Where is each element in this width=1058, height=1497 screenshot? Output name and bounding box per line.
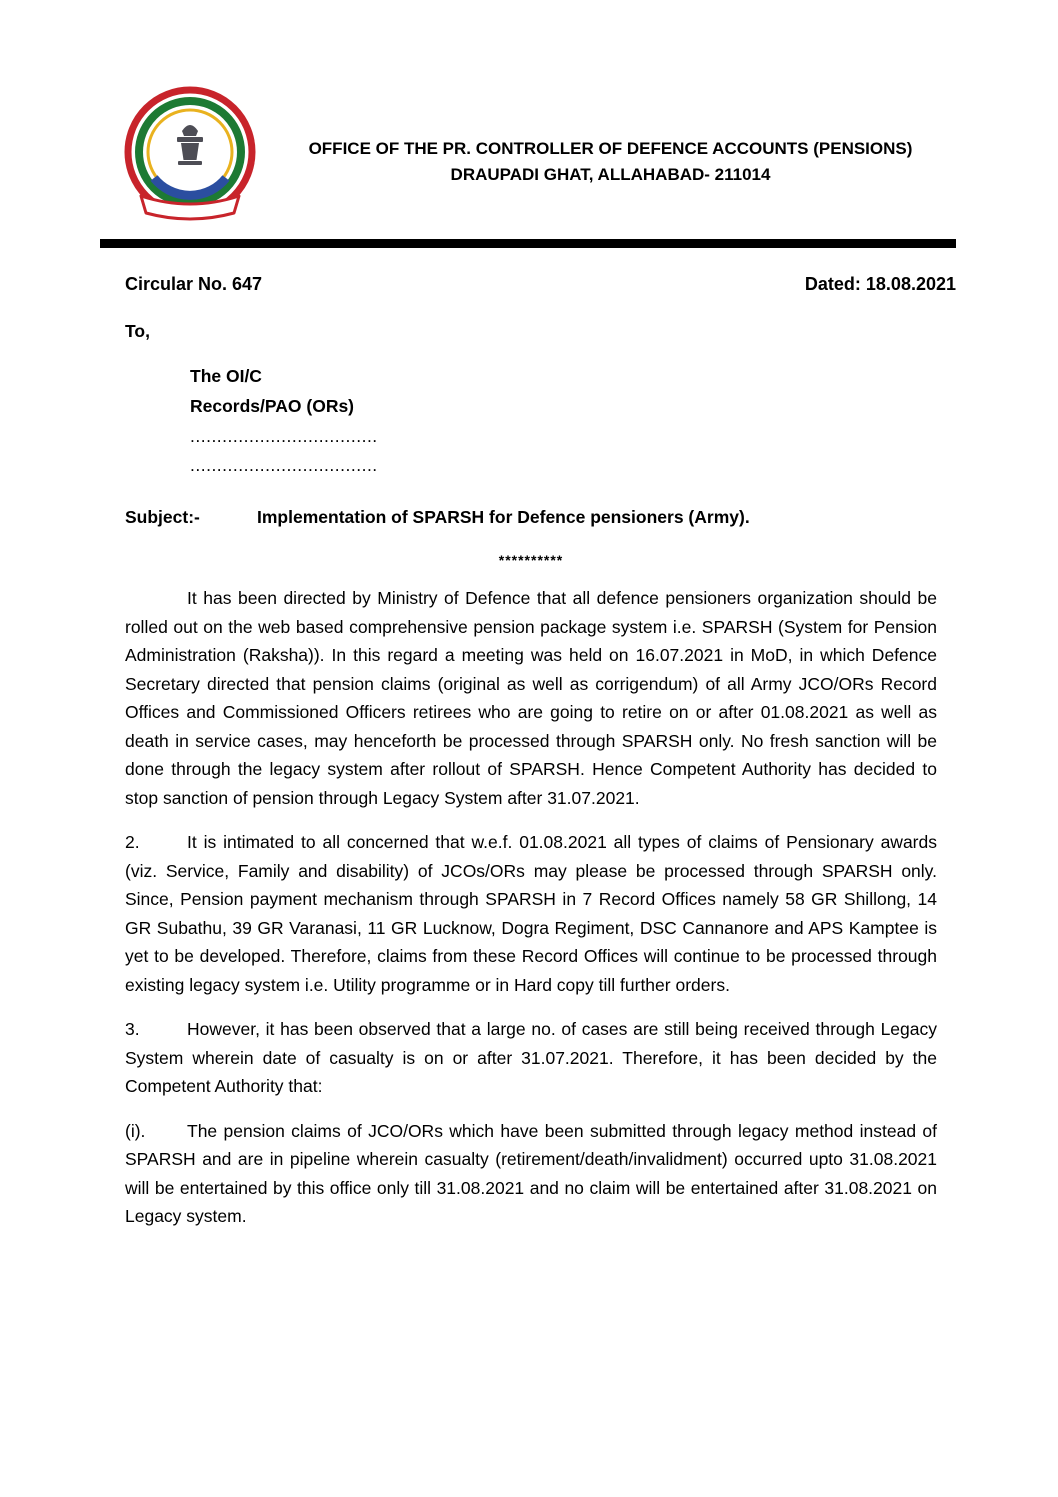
paragraph-number: 2. (125, 832, 140, 853)
paragraph-text: The pension claims of JCO/ORs which have been submitted through legacy method instead of SPARSH and are in pipeline wherein casualty (retirement/death/invalidment) occurred upto 31.08.2021 will be entertained by this office only till 31.08.2021 and no claim will be entertained after 31.08.2021 on Legacy system. (125, 1120, 937, 1227)
paragraph-text: However, it has been observed that a large no. of cases are still being received through Legacy System wherein date of casualty is on or after 31.07.2021. Therefore, it has been decided by the Competent Authority that: (125, 1019, 937, 1097)
paragraph-number: 3. (125, 1019, 140, 1040)
subject-label: Subject:- (125, 507, 200, 527)
subject-text: Implementation of SPARSH for Defence pensioners (Army). (257, 507, 750, 527)
office-name: OFFICE OF THE PR. CONTROLLER OF DEFENCE ACCOUNTS (PENSIONS) (308, 139, 913, 158)
office-logo (120, 86, 266, 233)
salutation-to: To, (125, 321, 150, 341)
letterhead (0, 0, 1058, 235)
recipient-block (190, 362, 937, 481)
office-address: DRAUPADI GHAT, ALLAHABAD- 211014 (450, 164, 771, 184)
paragraph-2 (125, 828, 937, 999)
meta-row (125, 274, 956, 295)
paragraph-3 (125, 1015, 937, 1101)
paragraph-text: It has been directed by Ministry of Defence that all defence pensioners organization should be rolled out on the web based comprehensive pension package system i.e. SPARSH (System for Pension Administration (Raksha)). In this regard a meeting was held on 16.07.2021 in MoD, in which Defence Secretary directed that pension claims (original as well as corrigendum) of all Army JCO/ORs Record Offices and Commissioned Officers retirees who are going to retire on or after 01.08.2021 as well as death in service cases, may henceforth be processed through SPARSH only. No fresh sanction will be done through the legacy system after rollout of SPARSH. Hence Competent Authority has decided to stop sanction of pension through Legacy System after 31.07.2021. (125, 588, 937, 808)
header-divider (100, 239, 956, 248)
paragraph-1 (125, 584, 937, 812)
asterisk-separator: ********** (498, 552, 564, 568)
recipient-dotted-line: ................................... (190, 425, 378, 446)
letter-body (0, 248, 1058, 1311)
paragraph-number: (i). (125, 1120, 146, 1141)
recipient-line: The OI/C (190, 366, 262, 386)
office-title-block (266, 136, 955, 187)
circular-date: Dated: 18.08.2021 (804, 274, 956, 294)
circular-number: Circular No. 647 (125, 274, 263, 294)
office-emblem-icon (120, 86, 260, 228)
recipient-line: Records/PAO (ORs) (190, 395, 355, 416)
subject-row (125, 507, 937, 528)
paragraph-text: It is intimated to all concerned that w.e.f. 01.08.2021 all types of claims of Pensionary awards (viz. Service, Family and disability) of JCOs/ORs may please be processed through SPARSH only. Since, Pension payment mechanism through SPARSH in 7 Record Offices namely 58 GR Shillong, 14 GR Subathu, 39 GR Varanasi, 11 GR Lucknow, Dogra Regiment, DSC Cannanore and APS Kamptee is yet to be developed. Therefore, claims from these Record Offices will continue to be processed through existing legacy system i.e. Utility programme or in Hard copy till further orders. (125, 832, 937, 995)
recipient-dotted-line: ................................... (190, 455, 378, 476)
paragraph-i (125, 1117, 937, 1231)
